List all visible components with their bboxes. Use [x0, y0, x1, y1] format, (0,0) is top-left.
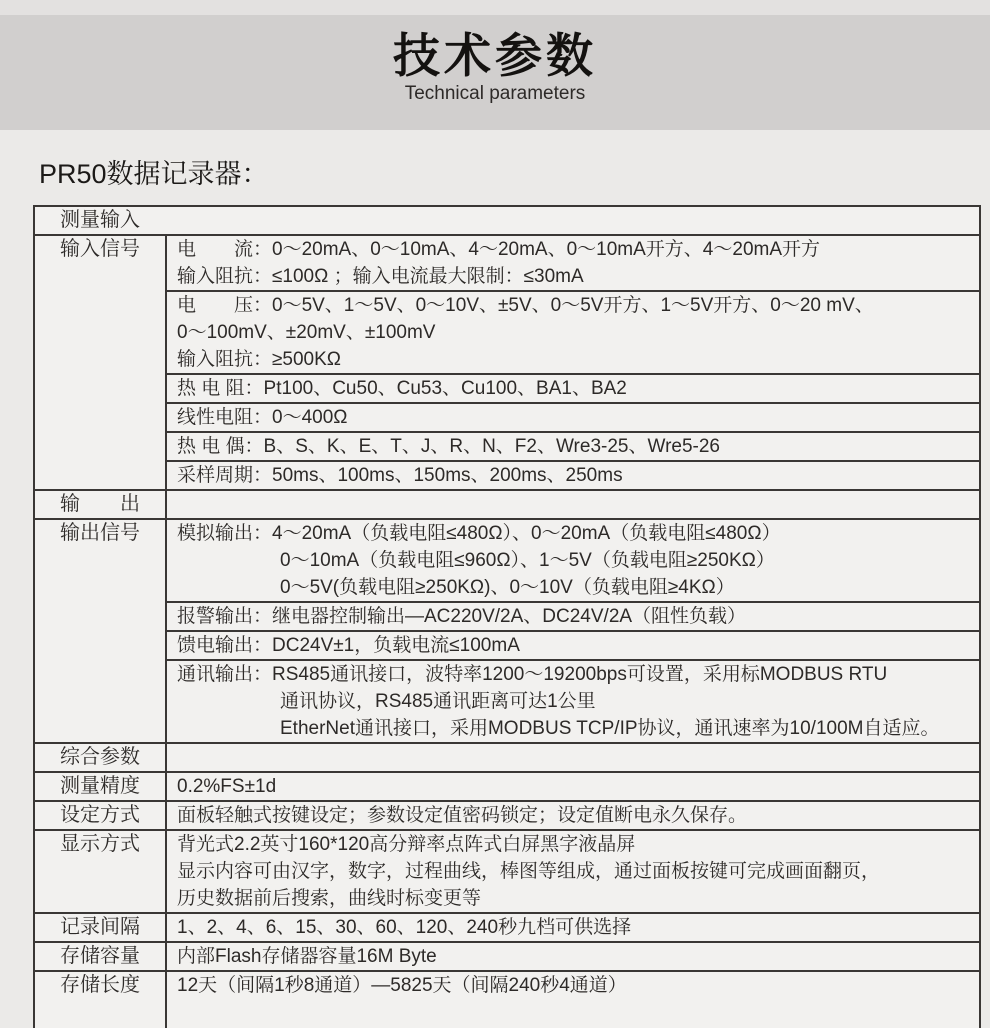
row-label-text: 输入信号: [60, 238, 140, 260]
row-storage-length: [35, 970, 979, 1028]
row-label-measurement-input: 测量输入: [60, 209, 140, 231]
section-row-measurement-input: [35, 207, 979, 234]
row-label-text: 综合参数: [60, 746, 140, 768]
row-storage-capacity: [35, 941, 979, 970]
row-label-text: 存储容量: [60, 945, 140, 967]
spec-line: 0.2%FS±1d: [177, 776, 277, 797]
spec-line: 模拟输出：4～20mA（负载电阻≤480Ω）、0～20mA（负载电阻≤480Ω）: [177, 523, 781, 544]
row-record-interval: [35, 912, 979, 941]
spec-line: 1、2、4、6、15、30、60、120、240秒九档可供选择: [177, 917, 632, 938]
subcell-sampling-period: [167, 460, 979, 489]
row-label-input-signal: [35, 236, 165, 489]
spec-line: 输入阻抗：≥500KΩ: [177, 349, 342, 370]
row-content-record-interval: [165, 914, 979, 941]
spec-line: 通讯协议，RS485通讯距离可达1公里: [280, 691, 596, 712]
row-measurement-accuracy: [35, 771, 979, 800]
row-content-storage-length: [165, 972, 979, 1028]
row-label-text: 显示方式: [60, 833, 140, 855]
subcell-current: [167, 236, 979, 290]
row-label-setting-method: [35, 802, 165, 829]
subcell-feed-output: [167, 630, 979, 659]
subcell-linear-resistance: [167, 402, 979, 431]
page-title: 技术参数: [393, 29, 597, 82]
row-label-display-method: [35, 831, 165, 912]
row-setting-method: [35, 800, 979, 829]
page-subtitle: Technical parameters: [404, 82, 586, 104]
spec-line: 报警输出：继电器控制输出—AC220V/2A、DC24V/2A（阻性负载）: [177, 606, 747, 627]
row-content-input-signal: [165, 236, 979, 489]
empty-line: [167, 491, 979, 518]
spec-line: 采样周期：50ms、100ms、150ms、200ms、250ms: [177, 465, 623, 486]
spec-line: 热 电 阻：Pt100、Cu50、Cu53、Cu100、BA1、BA2: [177, 378, 627, 399]
subcell-thermocouple: [167, 431, 979, 460]
row-label-storage-capacity: [35, 943, 165, 970]
spec-line: 电 流：0～20mA、0～10mA、4～20mA、0～10mA开方、4～20mA开方: [177, 239, 821, 260]
row-label-measurement-accuracy: [35, 773, 165, 800]
subcell-analog-output: [167, 520, 979, 601]
row-label-text: 存储长度: [60, 974, 140, 996]
spec-line: 历史数据前后搜索，曲线时标变更等: [177, 888, 482, 909]
row-content-setting-method: [165, 802, 979, 829]
row-content-display-method: [165, 831, 979, 912]
row-label-text: 输出信号: [60, 522, 140, 544]
section-row-general-parameters: [35, 742, 979, 771]
row-label-text: 测量精度: [60, 775, 140, 797]
row-label-general-parameters: [35, 744, 165, 771]
row-label-text: 记录间隔: [60, 916, 140, 938]
row-label-record-interval: [35, 914, 165, 941]
subcell-alarm-output: [167, 601, 979, 630]
spec-line: 输入阻抗：≤100Ω ；输入电流最大限制：≤30mA: [177, 266, 584, 287]
subcell-rtd: [167, 373, 979, 402]
spec-line: 电 压：0～5V、1～5V、0～10V、±5V、0～5V开方、1～5V开方、0～20 mV、: [177, 295, 874, 316]
header-band: [0, 15, 990, 130]
row-content-output-signal: [165, 520, 979, 742]
spec-line: 0～10mA（负载电阻≤960Ω）、1～5V（负载电阻≥250KΩ）: [280, 550, 775, 571]
row-label-text: 设定方式: [60, 804, 140, 826]
spec-line: EtherNet通讯接口，采用MODBUS TCP/IP协议，通讯速率为10/100M自适应。: [280, 718, 940, 739]
spec-line: 背光式2.2英寸160*120高分辩率点阵式白屏黑字液晶屏: [177, 834, 636, 855]
row-label-output-signal: [35, 520, 165, 742]
row-output-signal: [35, 518, 979, 742]
empty-line: [167, 744, 979, 771]
row-content-output-empty: [165, 491, 979, 518]
row-label-text: 输 出: [60, 493, 140, 515]
spec-line: 通讯输出：RS485通讯接口，波特率1200～19200bps可设置，采用标MODBUS RTU: [177, 664, 888, 685]
spec-line: 馈电输出：DC24V±1，负载电流≤100mA: [177, 635, 520, 656]
spec-table: [33, 205, 981, 1028]
spec-line: 热 电 偶：B、S、K、E、T、J、R、N、F2、Wre3-25、Wre5-26: [177, 436, 720, 457]
spec-line: 内部Flash存储器容量16M Byte: [177, 946, 437, 967]
section-row-output: [35, 489, 979, 518]
subcell-communication-output: [167, 659, 979, 742]
row-content-measurement-accuracy: [165, 773, 979, 800]
spec-line: 面板轻触式按键设定；参数设定值密码锁定；设定值断电永久保存。: [177, 805, 748, 826]
spec-line: 显示内容可由汉字，数字，过程曲线，棒图等组成，通过面板按键可完成画面翻页，: [177, 861, 881, 882]
row-input-signal: [35, 234, 979, 489]
row-content-general-empty: [165, 744, 979, 771]
top-strip: [0, 0, 990, 15]
spec-line: 12天（间隔1秒8通道）—5825天（间隔240秒4通道）: [177, 975, 627, 996]
subcell-voltage: [167, 290, 979, 373]
spec-line: 0～100mV、±20mV、±100mV: [177, 322, 436, 343]
row-label-output: [35, 491, 165, 518]
product-heading: PR50数据记录器：: [39, 159, 269, 189]
spec-line: 0～5V(负载电阻≥250KΩ)、0～10V（负载电阻≥4KΩ）: [280, 577, 735, 598]
row-content-storage-capacity: [165, 943, 979, 970]
spec-line: 线性电阻：0～400Ω: [177, 407, 348, 428]
row-display-method: [35, 829, 979, 912]
row-label-storage-length: [35, 972, 165, 1028]
